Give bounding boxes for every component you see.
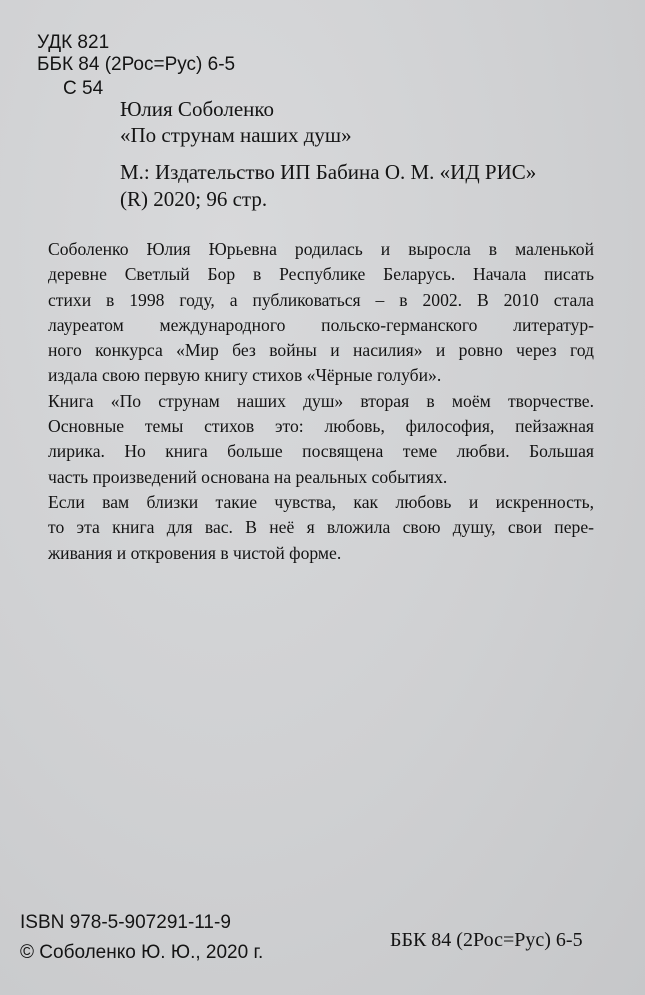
text-line: часть произведений основана на реальных событиях. <box>48 466 448 487</box>
bbk-code: ББК 84 (2Рос=Рус) 6-5 <box>37 54 236 75</box>
publisher-line: М.: Издательство ИП Бабина О. М. «ИД РИС» <box>120 160 537 184</box>
text-line: деревне Светлый Бор в Республике Беларусь. Начала писать <box>48 264 594 285</box>
text-line: живания и откровения в чистой форме. <box>48 542 342 563</box>
text-line: стихи в 1998 году, а публиковаться – в 2002. В 2010 стала <box>48 289 594 310</box>
text-line: лауреатом международного польско-германского литератур- <box>48 314 594 335</box>
footer-bbk-code: ББК 84 (2Рос=Рус) 6-5 <box>390 929 583 951</box>
text-line: Основные темы стихов это: любовь, философия, пейзажная <box>48 416 594 437</box>
isbn: ISBN 978-5-907291-11-9 <box>20 912 231 933</box>
author-sign-code: С 54 <box>63 78 104 99</box>
annotation-paragraph-1 <box>48 237 594 389</box>
udk-code: УДК 821 <box>37 32 110 53</box>
author-name: Юлия Соболенко <box>120 97 275 121</box>
text-line: Книга «По струнам наших душ» вторая в моём творчестве. <box>48 390 594 411</box>
text-line: то эта книга для вас. В неё я вложила свою душу, свои пере- <box>48 517 594 538</box>
text-line: Соболенко Юлия Юрьевна родилась и выросла в маленькой <box>48 239 594 259</box>
edition-line: (R) 2020; 96 стр. <box>120 187 268 211</box>
annotation-paragraph-3 <box>48 490 594 566</box>
annotation-text <box>48 237 594 566</box>
text-line: издала свою первую книгу стихов «Чёрные голуби». <box>48 365 442 386</box>
annotation-paragraph-2 <box>48 389 594 490</box>
text-line: Если вам близки такие чувства, как любовь и искренность, <box>48 491 594 512</box>
copyright: © Соболенко Ю. Ю., 2020 г. <box>20 942 264 963</box>
text-line: ного конкурса «Мир без войны и насилия» и ровно через год <box>48 340 594 361</box>
text-line: лирика. Но книга больше посвящена теме любви. Большая <box>48 441 594 462</box>
book-title: «По струнам наших душ» <box>120 123 352 147</box>
